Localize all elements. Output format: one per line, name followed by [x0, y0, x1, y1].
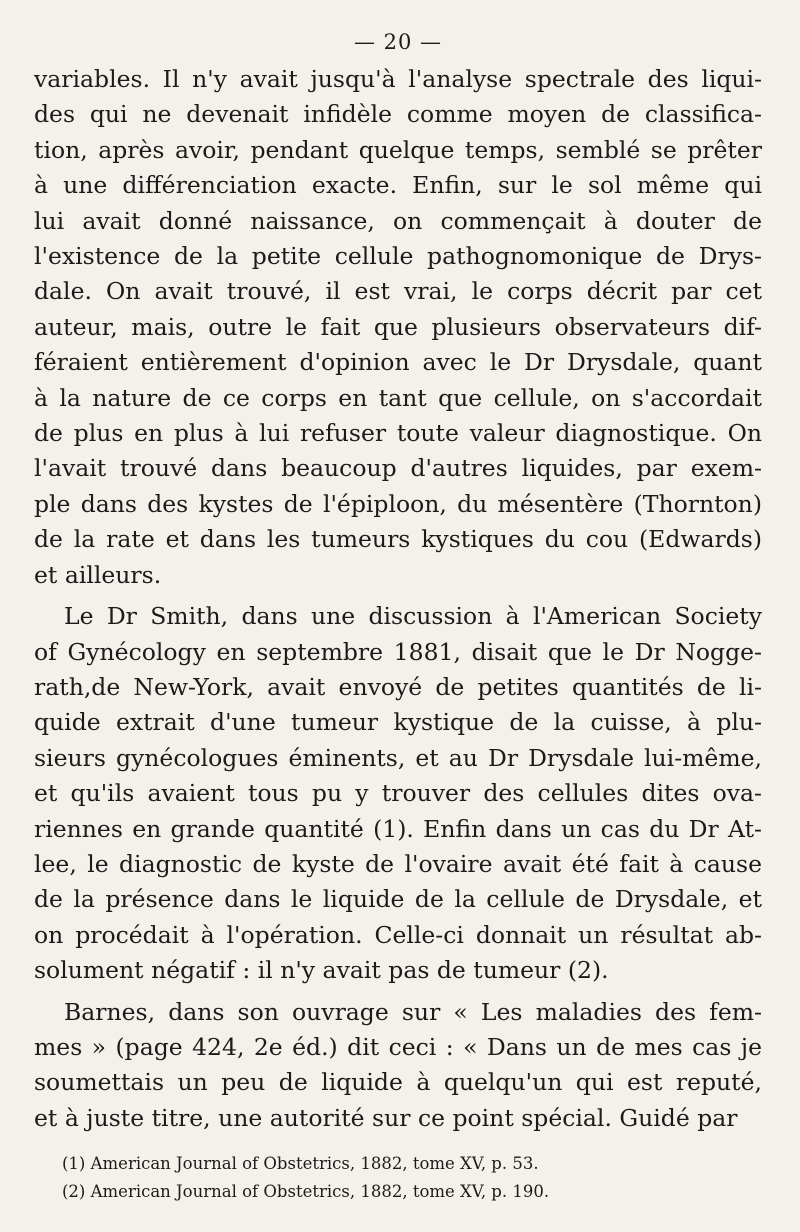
text-line: et ailleurs.	[34, 560, 162, 589]
text-line: on procédait à l'opération. Celle-ci donnait un résultat ab-	[34, 920, 762, 949]
text-line: quide extrait d'une tumeur kystique de la cuisse, à plu-	[34, 708, 762, 737]
body-text	[34, 62, 762, 1136]
text-line: lee, le diagnostic de kyste de l'ovaire avait été fait à cause	[34, 849, 762, 878]
text-line: of Gynécology en septembre 1881, disait que le Dr Nogge-	[34, 637, 762, 666]
paragraph	[34, 995, 762, 1137]
text-line: soumettais un peu de liquide à quelqu'un qui est reputé,	[34, 1068, 762, 1097]
text-line: l'avait trouvé dans beaucoup d'autres liquides, par exem-	[34, 454, 762, 483]
text-line: et qu'ils avaient tous pu y trouver des cellules dites ova-	[34, 779, 762, 808]
footnotes	[62, 1150, 680, 1206]
paragraph	[34, 599, 762, 988]
text-line: solument négatif : il n'y avait pas de tumeur (2).	[34, 956, 609, 985]
text-line: de la présence dans le liquide de la cellule de Drysdale, et	[34, 885, 762, 914]
text-line: variables. Il n'y avait jusqu'à l'analyse spectrale des liqui-	[34, 65, 762, 93]
text-line: dale. On avait trouvé, il est vrai, le corps décrit par cet	[34, 277, 762, 306]
footnote: (1) American Journal of Obstetrics, 1882, tome XV, p. 53.	[62, 1154, 539, 1173]
page-number: — 20 —	[353, 30, 443, 54]
text-line: riennes en grande quantité (1). Enfin dans un cas du Dr At-	[34, 814, 762, 843]
text-line: l'existence de la petite cellule pathognomonique de Drys-	[34, 242, 762, 271]
text-line: de la rate et dans les tumeurs kystiques du cou (Edwards)	[34, 525, 762, 554]
text-line: à une différenciation exacte. Enfin, sur le sol même qui	[34, 171, 762, 200]
text-line: lui avait donné naissance, on commençait à douter de	[34, 206, 762, 235]
text-line: féraient entièrement d'opinion avec le Dr Drysdale, quant	[34, 348, 762, 377]
text-line: à la nature de ce corps en tant que cellule, on s'accordait	[34, 383, 762, 412]
text-line: rath,de New-York, avait envoyé de petites quantités de li-	[34, 672, 762, 701]
text-line: sieurs gynécologues éminents, et au Dr Drysdale lui-même,	[34, 743, 762, 772]
text-line: Le Dr Smith, dans une discussion à l'American Society	[64, 602, 762, 631]
text-line: et à juste titre, une autorité sur ce point spécial. Guidé par	[34, 1103, 738, 1132]
footnote: (2) American Journal of Obstetrics, 1882, tome XV, p. 190.	[62, 1182, 550, 1201]
text-line: Barnes, dans son ouvrage sur « Les maladies des fem-	[64, 997, 762, 1026]
paragraph	[34, 62, 762, 593]
text-line: ple dans des kystes de l'épiploon, du mésentère (Thornton)	[34, 489, 762, 518]
text-line: de plus en plus à lui refuser toute valeur diagnostique. On	[34, 419, 762, 448]
text-line: auteur, mais, outre le fait que plusieurs observateurs dif-	[34, 312, 762, 341]
text-line: des qui ne devenait infidèle comme moyen de classifica-	[34, 100, 762, 129]
text-line: mes » (page 424, 2e éd.) dit ceci : « Dans un de mes cas je	[34, 1032, 762, 1061]
text-line: tion, après avoir, pendant quelque temps, semblé se prêter	[34, 135, 762, 164]
